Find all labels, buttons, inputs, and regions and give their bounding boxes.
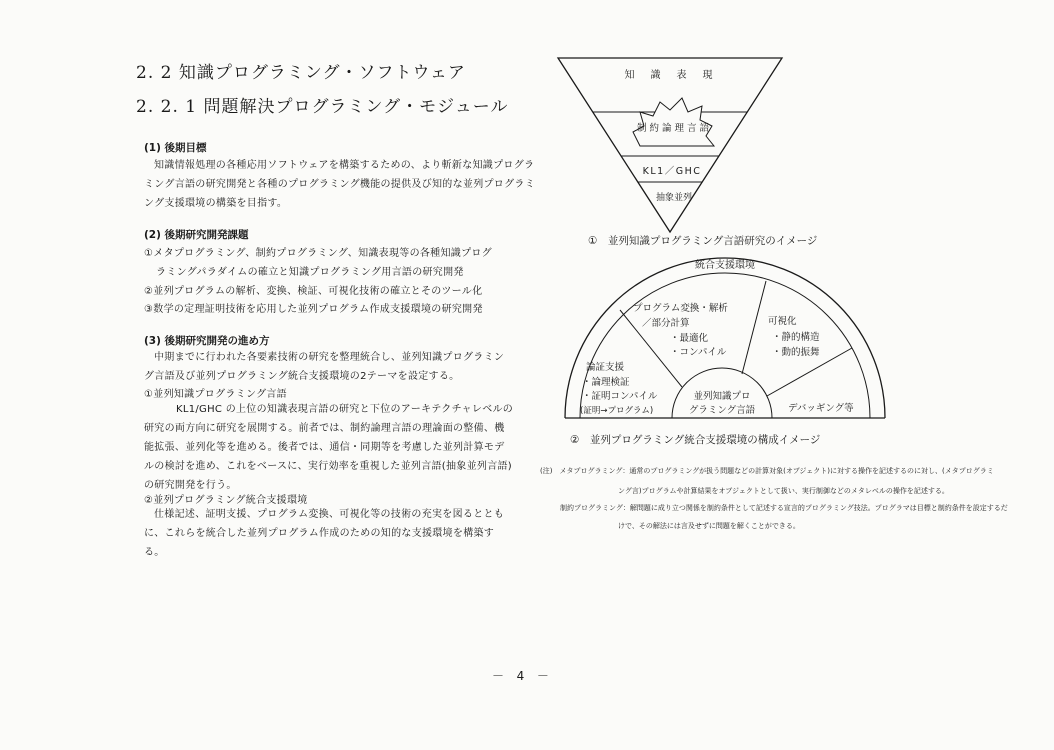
subsection-heading: 2. 2. 1 問題解決プログラミング・モジュール [136, 97, 509, 117]
approach-sub2-body: 仕様記述、証明支援、プログラム変換、可視化等の技術の充実を図るとともに、これらを統合した並列プログラム作成のための知的な支援環境を構築する。 [144, 509, 505, 558]
diagram2-caption: ② 並列プログラミング統合支援環境の構成イメージ [570, 434, 821, 446]
seg-debug-label: デバッギング等 [788, 403, 854, 414]
seg-proof-label-3: ・証明コンパイル [582, 391, 658, 402]
section-heading: 2. 2 知識プログラミング・ソフトウェア [136, 63, 466, 83]
diagram1-caption: ① 並列知識プログラミング言語研究のイメージ [588, 235, 818, 247]
page-number: － 4 － [492, 669, 550, 683]
task-item: ②並列プログラムの解析、変換、検証、可視化技術の確立とそのツール化 [144, 286, 483, 297]
note-line: (注) メタプログラミング：通常のプログラミングが扱う問題などの計算対象(オブジェクト)に対する操作を記述するのに対し、(メタプログラミ [540, 467, 994, 475]
seg-transform-label: プログラム変換・解析 [633, 303, 728, 314]
seg-proof-label: 論証支援 [586, 362, 625, 373]
language-triangle-diagram [550, 50, 790, 240]
seg-proof-label-4: (証明→プログラム) [580, 406, 654, 416]
approach-title: (3) 後期研究開発の進め方 [144, 335, 270, 347]
task-item: ①メタプログラミング、制約プログラミング、知識表現等の各種知識プログ [144, 248, 492, 259]
seg-transform-label-4: ・コンパイル [670, 347, 727, 358]
seg-transform-label-3: ・最適化 [670, 333, 709, 344]
goal-title: (1) 後期目標 [144, 142, 207, 154]
approach-intro: 中期までに行われた各要素技術の研究を整理統合し、並列知識プログラミング言語及び並列プログラミング統合支援環境の2テーマを設定する。 [144, 352, 505, 382]
task-item: ③数学の定理証明技術を応用した並列プログラム作成支援環境の研究開発 [144, 304, 483, 315]
center-label-2: グラミング言語 [688, 405, 756, 416]
arc-label: 統合支援環境 [695, 260, 755, 271]
task-item: ラミングパラダイムの確立と知識プログラミング用言語の研究開発 [156, 267, 464, 278]
note-line: 制約プログラミング：解問題に成り立つ関係を制約条件として記述する宣言的プログラミング技法。プログラマは目標と制約条件を設定するだ [560, 504, 1008, 512]
tasks-title: (2) 後期研究開発課題 [144, 229, 249, 241]
support-environment-diagram [560, 248, 890, 424]
center-label-1: 並列知識プロ [693, 391, 751, 402]
approach-sub1-title: ①並列知識プログラミング言語 [144, 389, 287, 400]
note-line: けで、その解法には言及せずに問題を解くことができる。 [618, 522, 800, 530]
seg-visual-label-3: ・動的振舞 [772, 347, 820, 358]
note-line: ング言)プログラムや計算結果をオブジェクトとして扱い、実行制御などのメタレベルの操作を記述する。 [618, 487, 949, 495]
seg-proof-label-2: ・論理検証 [582, 377, 630, 388]
triangle-mid-label: 制 約 論 理 言 語 [636, 123, 710, 134]
seg-visual-label: 可視化 [768, 316, 797, 327]
triangle-kl1-label: KL1／GHC [642, 166, 702, 177]
approach-sub1-body: KL1/GHC の上位の知識表現言語の研究と下位のアーキテクチャレベルの研究の両方向に研究を展開する。前者では、制約論理言語の理論面の整備、機能拡張、並列化等を進める。後者では、通信・同期等を考慮した並列計算モデルの検討を進め、これをベースに、実行効率を重視した並列言語(抽象並列言語)の研究開発を行う。 [144, 404, 514, 491]
goal-body: 知識情報処理の各種応用ソフトウェアを構築するための、より斬新な知識プログラミング言語の研究開発と各種のプログラミング機能の提供及び知的な並列プログラミング支援環境の構築を目指す。 [144, 160, 535, 209]
approach-sub2-title: ②並列プログラミング統合支援環境 [144, 495, 308, 506]
seg-visual-label-2: ・静的構造 [772, 332, 820, 343]
triangle-top-label: 知 識 表 現 [624, 70, 716, 81]
triangle-bottom-label: 抽象並列 [655, 193, 693, 203]
seg-transform-label-2: ／部分計算 [642, 318, 690, 329]
